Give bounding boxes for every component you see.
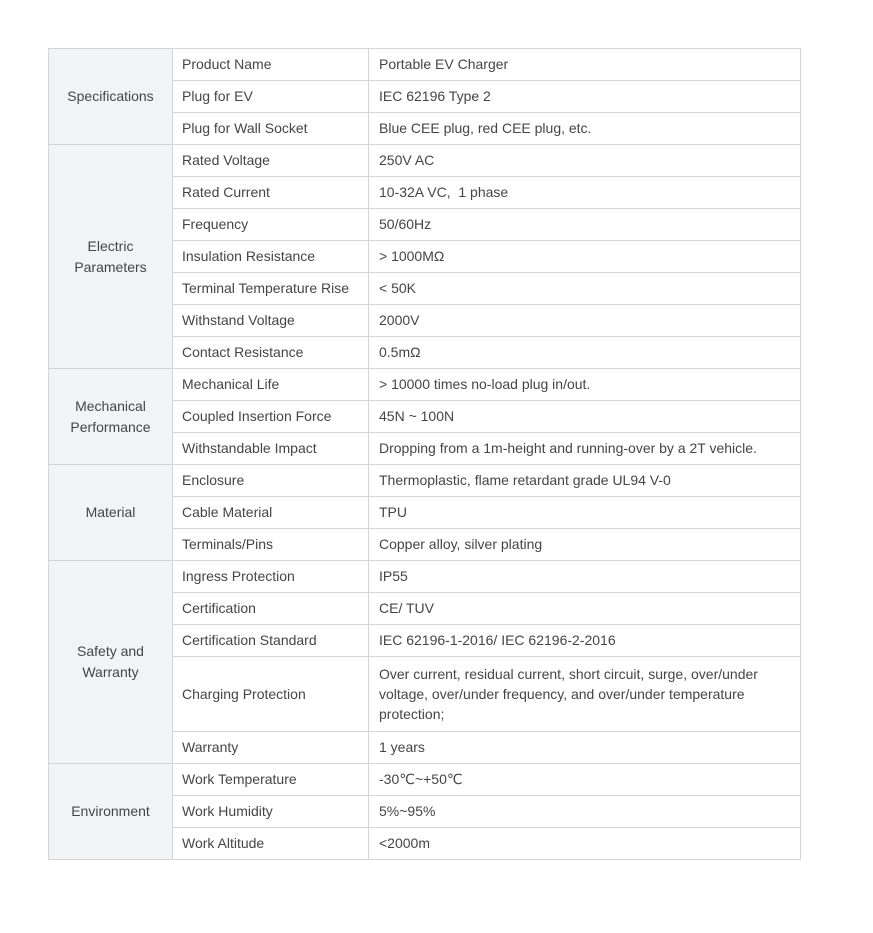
value-cell: CE/ TUV (369, 593, 801, 625)
table-row (49, 49, 801, 81)
value-cell: 2000V (369, 305, 801, 337)
param-cell: Work Altitude (173, 828, 369, 860)
value-cell: <2000m (369, 828, 801, 860)
value-cell: 0.5mΩ (369, 337, 801, 369)
param-cell: Contact Resistance (173, 337, 369, 369)
value-cell: 50/60Hz (369, 209, 801, 241)
param-cell: Withstand Voltage (173, 305, 369, 337)
category-cell-safety-and-warranty: Safety and Warranty (49, 561, 173, 764)
param-cell: Coupled Insertion Force (173, 401, 369, 433)
value-cell: IEC 62196-1-2016/ IEC 62196-2-2016 (369, 625, 801, 657)
param-cell: Plug for EV (173, 81, 369, 113)
value-cell: 5%~95% (369, 796, 801, 828)
param-cell: Enclosure (173, 465, 369, 497)
category-cell-specifications: Specifications (49, 49, 173, 145)
value-cell: > 10000 times no-load plug in/out. (369, 369, 801, 401)
value-cell: Copper alloy, silver plating (369, 529, 801, 561)
param-cell: Rated Current (173, 177, 369, 209)
value-cell: < 50K (369, 273, 801, 305)
param-cell: Ingress Protection (173, 561, 369, 593)
param-cell: Work Temperature (173, 764, 369, 796)
param-cell: Warranty (173, 732, 369, 764)
param-cell: Charging Protection (173, 657, 369, 732)
value-cell: > 1000MΩ (369, 241, 801, 273)
param-cell: Terminals/Pins (173, 529, 369, 561)
param-cell: Certification (173, 593, 369, 625)
table-row (49, 369, 801, 401)
value-cell: IEC 62196 Type 2 (369, 81, 801, 113)
table-row (49, 145, 801, 177)
category-cell-electric-parameters: Electric Parameters (49, 145, 173, 369)
value-cell: TPU (369, 497, 801, 529)
table-row (49, 764, 801, 796)
category-cell-environment: Environment (49, 764, 173, 860)
value-cell: Portable EV Charger (369, 49, 801, 81)
value-cell: IP55 (369, 561, 801, 593)
param-cell: Withstandable Impact (173, 433, 369, 465)
param-cell: Plug for Wall Socket (173, 113, 369, 145)
param-cell: Cable Material (173, 497, 369, 529)
param-cell: Product Name (173, 49, 369, 81)
product-spec-table (48, 48, 801, 860)
value-cell: Dropping from a 1m-height and running-over by a 2T vehicle. (369, 433, 801, 465)
param-cell: Work Humidity (173, 796, 369, 828)
param-cell: Rated Voltage (173, 145, 369, 177)
value-cell: 10-32A VC, 1 phase (369, 177, 801, 209)
param-cell: Insulation Resistance (173, 241, 369, 273)
value-cell: Thermoplastic, flame retardant grade UL94 V-0 (369, 465, 801, 497)
param-cell: Frequency (173, 209, 369, 241)
table-row (49, 465, 801, 497)
param-cell: Certification Standard (173, 625, 369, 657)
value-cell: 45N ~ 100N (369, 401, 801, 433)
param-cell: Mechanical Life (173, 369, 369, 401)
value-cell: 1 years (369, 732, 801, 764)
table-row (49, 561, 801, 593)
value-cell: 250V AC (369, 145, 801, 177)
param-cell: Terminal Temperature Rise (173, 273, 369, 305)
category-cell-mechanical-performance: Mechanical Performance (49, 369, 173, 465)
value-cell: Blue CEE plug, red CEE plug, etc. (369, 113, 801, 145)
value-cell: Over current, residual current, short circuit, surge, over/under voltage, over/under frequency, and over/under temperature protection; (369, 657, 801, 732)
value-cell: -30℃~+50℃ (369, 764, 801, 796)
category-cell-material: Material (49, 465, 173, 561)
